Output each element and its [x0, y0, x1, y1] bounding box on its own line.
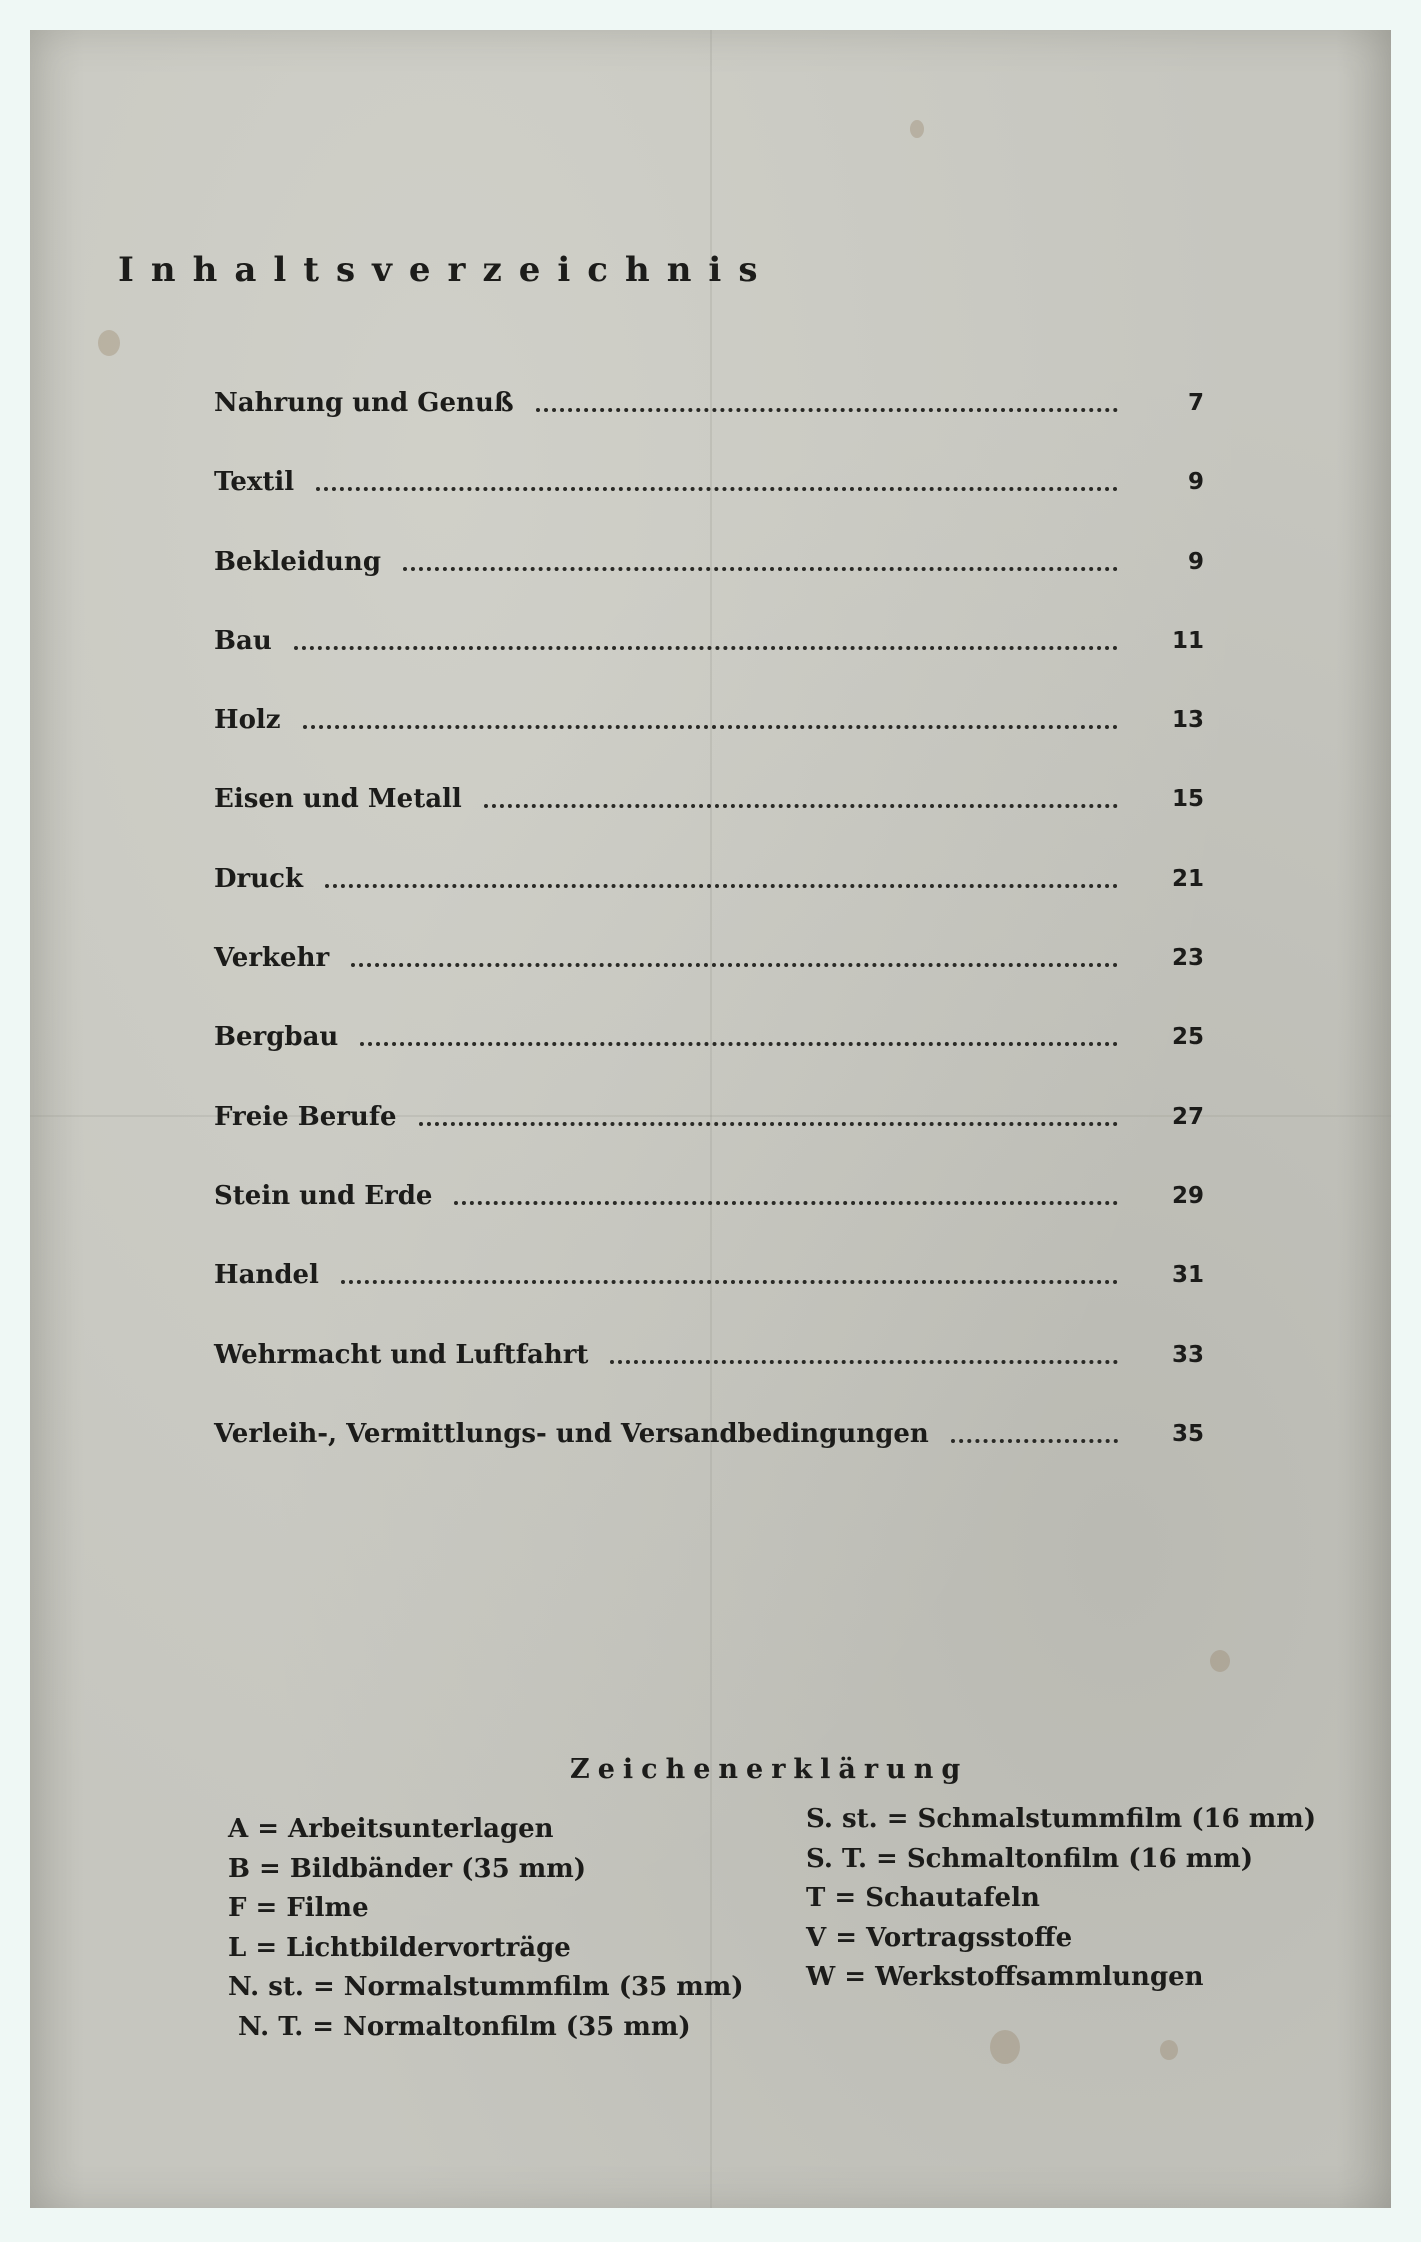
- toc-entry: [214, 1419, 1204, 1498]
- stain-spot: [990, 2030, 1020, 2064]
- toc-entry-label: Eisen und Metall: [214, 784, 462, 815]
- toc-entry-label: Freie Berufe: [214, 1101, 397, 1132]
- toc-dot-leader: [325, 864, 1118, 888]
- toc-dot-leader: [360, 1022, 1118, 1046]
- legend-right-column: [806, 1800, 1316, 1998]
- legend-item: N. T. = Normaltonfilm (35 mm): [238, 2011, 691, 2042]
- toc-dot-leader: [351, 943, 1118, 967]
- toc-list: [214, 388, 1204, 1498]
- legend-item: S. st. = Schmalstummfilm (16 mm): [806, 1804, 1317, 1834]
- toc-entry-label: Holz: [214, 705, 281, 736]
- toc-entry-label: Stein und Erde: [214, 1180, 433, 1211]
- toc-dot-leader: [536, 388, 1118, 412]
- stain-spot: [910, 120, 924, 138]
- toc-entry-label: Druck: [214, 863, 303, 894]
- toc-entry: [214, 1022, 1204, 1101]
- toc-entry-page: 27: [1171, 1103, 1204, 1130]
- toc-entry: [214, 547, 1204, 626]
- toc-entry-label: Bau: [214, 625, 272, 656]
- toc-entry-page: 13: [1171, 707, 1204, 734]
- toc-entry-page: 33: [1171, 1341, 1204, 1368]
- legend-item: T = Schautafeln: [806, 1883, 1040, 1914]
- toc-entry-page: 11: [1171, 627, 1204, 654]
- toc-entry-label: Textil: [214, 467, 295, 498]
- toc-entry: [214, 388, 1204, 467]
- toc-dot-leader: [316, 467, 1118, 491]
- toc-entry: [214, 467, 1204, 546]
- toc-entry-label: Verleih-, Vermittlungs- und Versandbedingungen: [214, 1418, 929, 1449]
- toc-dot-leader: [294, 626, 1118, 650]
- toc-entry-page: 15: [1171, 786, 1204, 813]
- legend-item: N. st. = Normalstummfilm (35 mm): [228, 1972, 744, 2003]
- document-page: [30, 30, 1391, 2208]
- toc-entry-page: 35: [1171, 1420, 1204, 1447]
- toc-dot-leader: [951, 1419, 1118, 1443]
- toc-dot-leader: [403, 547, 1118, 571]
- legend-item: V = Vortragsstoffe: [806, 1922, 1073, 1953]
- legend-item: W = Werkstoffsammlungen: [806, 1962, 1204, 1993]
- toc-entry-page: 21: [1171, 865, 1204, 892]
- legend-item: S. T. = Schmaltonfilm (16 mm): [806, 1843, 1254, 1874]
- legend-item: B = Bildbänder (35 mm): [228, 1853, 587, 1884]
- toc-dot-leader: [610, 1340, 1118, 1364]
- toc-entry: [214, 784, 1204, 863]
- toc-title: Inhaltsverzeichnis: [118, 250, 775, 290]
- toc-entry: [214, 1181, 1204, 1260]
- toc-entry-page: 9: [1187, 469, 1204, 496]
- toc-dot-leader: [303, 705, 1118, 729]
- legend-title: Zeichenerklärung: [570, 1754, 969, 1785]
- toc-entry-label: Wehrmacht und Luftfahrt: [214, 1339, 589, 1370]
- toc-entry-page: 25: [1171, 1024, 1204, 1051]
- toc-entry-page: 9: [1187, 548, 1204, 575]
- toc-entry-page: 23: [1171, 945, 1204, 972]
- legend-item: A = Arbeitsunterlagen: [228, 1814, 554, 1844]
- toc-entry-page: 31: [1171, 1262, 1204, 1289]
- toc-dot-leader: [484, 784, 1118, 808]
- toc-entry-label: Verkehr: [214, 943, 330, 974]
- toc-entry: [214, 626, 1204, 705]
- toc-entry-page: 7: [1187, 390, 1204, 416]
- toc-entry: [214, 705, 1204, 784]
- toc-entry-label: Bekleidung: [214, 546, 381, 577]
- legend-left-column: [228, 1810, 744, 2048]
- toc-entry-label: Handel: [214, 1260, 319, 1291]
- toc-entry: [214, 943, 1204, 1022]
- toc-entry: [214, 1260, 1204, 1339]
- toc-entry-page: 29: [1171, 1182, 1204, 1209]
- stain-spot: [1210, 1650, 1230, 1672]
- toc-entry: [214, 864, 1204, 943]
- toc-entry-label: Bergbau: [214, 1022, 339, 1053]
- toc-dot-leader: [419, 1102, 1118, 1126]
- toc-dot-leader: [454, 1181, 1118, 1205]
- toc-entry-label: Nahrung und Genuß: [214, 388, 514, 418]
- toc-entry: [214, 1340, 1204, 1419]
- legend-item: F = Filme: [228, 1893, 369, 1924]
- stain-spot: [1160, 2040, 1178, 2060]
- stain-spot: [98, 330, 120, 356]
- legend-item: L = Lichtbildervorträge: [228, 1932, 571, 1963]
- toc-dot-leader: [341, 1260, 1118, 1284]
- toc-entry: [214, 1102, 1204, 1181]
